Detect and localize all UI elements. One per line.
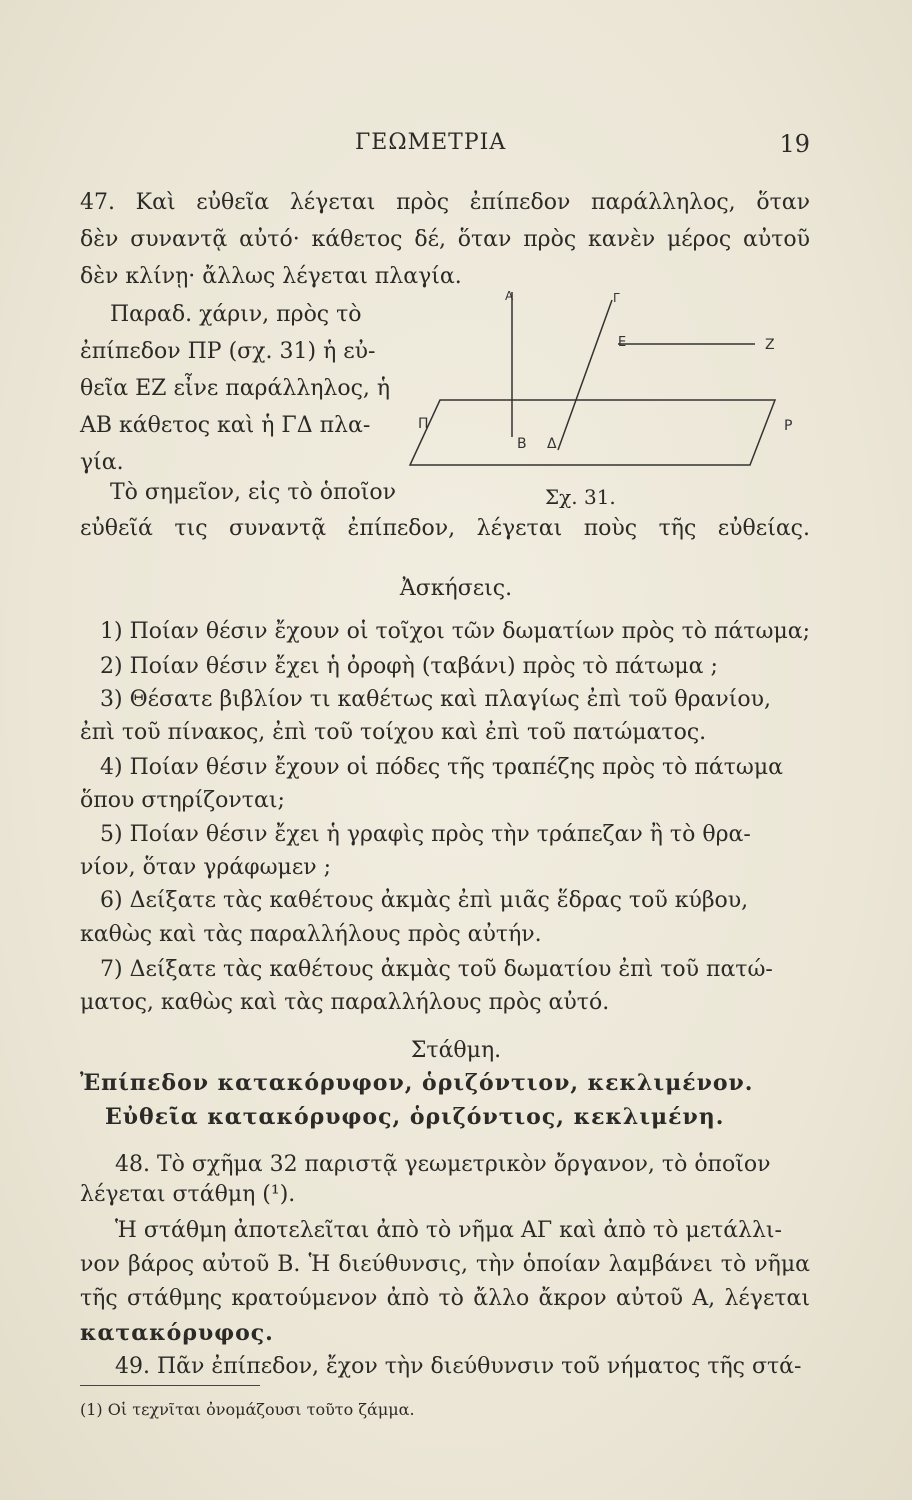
foot-definition-line-1: Τὸ σημεῖον, εἰς τὸ ὁποῖον [110,480,396,505]
label-G: Γ [613,291,620,305]
footnote: (1) Οἱ τεχνῖται ὀνομάζουσι τοῦτο ζάμμα. [80,1400,415,1419]
exercise-7-line-2: ματος, καθὼς καὶ τὰς παραλλήλους πρὸς αὐτό. [80,990,610,1015]
exercise-1: 1) Ποίαν θέσιν ἔχουν οἱ τοῖχοι τῶν δωματίων πρὸς τὸ πάτωμα; [100,619,811,644]
paragraph-47-line-1: 47. Καὶ εὐθεῖα λέγεται πρὸς ἐπίπεδον παράλληλος, ὅταν [80,190,810,215]
paragraph-48-line-2: λέγεται στάθμη (¹). [80,1182,296,1207]
foot-definition-line-2: εὐθεῖά τις συναντᾷ ἐπίπεδον, λέγεται ποὺς τῆς εὐθείας. [80,516,810,541]
exercise-2: 2) Ποίαν θέσιν ἔχει ἡ ὀροφὴ (ταβάνι) πρὸς τὸ πάτωμα ; [100,654,718,679]
example-line-2: ἐπίπεδον ΠΡ (σχ. 31) ἡ εὐ- [80,339,376,364]
exercises-title: Ἀσκήσεις. [399,576,513,601]
label-D: Δ [547,436,557,452]
exercise-5-line-1: 5) Ποίαν θέσιν ἔχει ἡ γραφὶς πρὸς τὴν τράπεζαν ἢ τὸ θρα- [100,822,751,847]
paragraph-48-line-1: 48. Τὸ σχῆμα 32 παριστᾷ γεωμετρικὸν ὄργανον, τὸ ὁποῖον [115,1152,771,1177]
paragraph-47-line-3: δὲν κλίνῃ· ἄλλως λέγεται πλαγία. [80,264,462,289]
page-header [80,130,810,170]
paragraph-48-line-6: κατακόρυφος. [80,1320,274,1346]
figure-caption: Σχ. 31. [545,485,616,509]
exercise-3-line-2: ἐπὶ τοῦ πίνακος, ἐπὶ τοῦ τοίχου καὶ ἐπὶ τοῦ πατώματος. [80,720,707,745]
paragraph-47-line-2: δὲν συναντᾷ αὐτό· κάθετος δέ, ὅταν πρὸς κανὲν μέρος αὐτοῦ [80,227,810,252]
exercise-4-line-1: 4) Ποίαν θέσιν ἔχουν οἱ πόδες τῆς τραπέζης πρὸς τὸ πάτωμα [100,755,783,780]
exercise-3-line-1: 3) Θέσατε βιβλίον τι καθέτως καὶ πλαγίως ἐπὶ τοῦ θρανίου, [100,687,771,712]
subheading-plane: Ἐπίπεδον κατακόρυφον, ὁριζόντιον, κεκλιμένον. [80,1070,754,1096]
figure-31 [400,282,810,482]
exercise-5-line-2: νίον, ὅταν γράφωμεν ; [80,855,332,880]
example-line-5: γία. [80,450,124,475]
paragraph-48-line-3: Ἡ στάθμη ἀποτελεῖται ἀπὸ τὸ νῆμα ΑΓ καὶ ἀπὸ τὸ μετάλλι- [115,1218,782,1243]
label-A: Α [505,289,514,303]
line-GD [558,300,612,450]
label-E: Ε [618,335,627,350]
label-B: Β [517,436,527,452]
running-title: ΓΕΩΜΕΤΡΙΑ [355,130,507,155]
example-line-3: θεῖα ΕΖ εἶνε παράλληλος, ἡ [80,376,391,401]
label-R: Ρ [784,418,793,434]
example-line-1: Παραδ. χάριν, πρὸς τὸ [110,302,362,327]
exercise-6-line-1: 6) Δείξατε τὰς καθέτους ἀκμὰς ἐπὶ μιᾶς ἕδρας τοῦ κύβου, [100,888,749,913]
exercise-7-line-1: 7) Δείξατε τὰς καθέτους ἀκμὰς τοῦ δωματίου ἐπὶ τοῦ πατώ- [100,957,773,982]
paragraph-48-line-5: τῆς στάθμης κρατούμενον ἀπὸ τὸ ἄλλο ἄκρον αὐτοῦ Α, λέγεται [80,1286,810,1311]
label-Z: Ζ [765,337,775,353]
section-title: Στάθμη. [410,1038,502,1063]
exercise-4-line-2: ὅπου στηρίζονται; [80,788,285,813]
label-P: Π [418,416,429,432]
paragraph-49-line-1: 49. Πᾶν ἐπίπεδον, ἔχον τὴν διεύθυνσιν τοῦ νήματος τῆς στά- [115,1354,802,1379]
example-line-4: ΑΒ κάθετος καὶ ἡ ΓΔ πλα- [80,413,371,438]
page-number: 19 [779,130,810,158]
subheading-line: Εὐθεῖα κατακόρυφος, ὁριζόντιος, κεκλιμένη. [105,1104,725,1130]
paragraph-48-line-4: νον βάρος αὐτοῦ Β. Ἡ διεύθυνσις, τὴν ὁποίαν λαμβάνει τὸ νῆμα [80,1252,810,1277]
footnote-rule [80,1385,260,1386]
plane-PR [410,400,775,465]
exercise-6-line-2: καθὼς καὶ τὰς παραλλήλους πρὸς αὐτήν. [80,922,542,947]
